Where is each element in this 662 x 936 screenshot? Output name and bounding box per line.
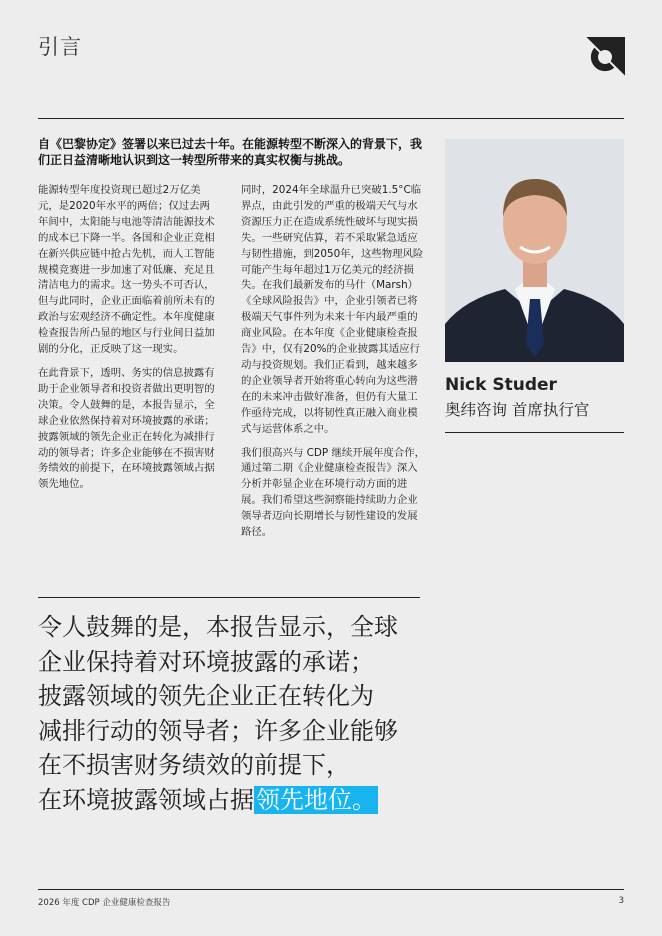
portrait-photo [445,139,624,362]
footer-divider [38,889,624,890]
page-number: 3 [618,896,624,906]
profile-divider [445,432,624,433]
body-paragraph: 我们很高兴与 CDP 继续开展年度合作，通过第二期《企业健康检查报告》深入分析并彰显企业在环境行动方面的进展。我们希望这些洞察能持续助力企业领导者迈向长期增长与韧性建设的发展路径。 [241,446,425,539]
body-paragraph: 在此背景下，透明、务实的信息披露有助于企业领导者和投资者做出更明智的决策。令人鼓舞的是，本报告显示，全球企业依然保持着对环境披露的承诺；披露领域的领先企业正在转化为减排行动的领导者；许多企业能够在不损害财务绩效的前提下，在环境披露领域占据领先地位。 [38,366,215,491]
quote-line: 在不损害财务绩效的前提下， [38,751,350,780]
body-column-1 [38,183,220,501]
profile-role: 奥纬咨询 首席执行官 [445,401,590,419]
quote-highlight: 领先地位。 [256,785,376,814]
pull-quote [38,610,438,818]
body-paragraph: 能源转型年度投资现已超过2万亿美元，是2020年水平的两倍；仅过去两年间中，太阳能与电池等清洁能源技术的成本已下降一半。各国和企业正竞相在新兴供应链中抢占先机，而人工智能规模竞赛进一步加速了对低廉、充足且清洁电力的需求。这一势头不可否认，但与此同时，企业正面临着前所未有的政治与宏观经济不确定性。本年度健康检查报告所凸显的地区与行业间日益加剧的分化，正反映了这一现实。 [38,184,215,356]
body-paragraph: 同时，2024年全球温升已突破1.5°C临界点，由此引发的严重的极端天气与水资源压力正在造成系统性破坏与现实损失。一些研究估算，若不采取紧急适应与韧性措施，到2050年，这些物理风险可能产生每年超过1万亿美元的经济损失。在我们最新发布的马什（Marsh）《全球风险报告》中，企业引领者已将极端天气事件列为未来十年内最严重的商业风险。在本年度《企业健康检查报告》中，仅有20%的企业披露其适应行动与投资规划。我们正看到，越来越多的企业领导者开始将重心转向为这些潜在的未来冲击做好准备，但仍有大量工作亟待完成，以将韧性真正融入商业模式与运营体系之中。 [241,184,424,435]
intro-lead: 自《巴黎协定》签署以来已过去十年。在能源转型不断深入的背景下，我们正日益清晰地认识到这一转型所带来的真实权衡与挑战。 [38,137,423,167]
quote-line [38,783,438,818]
profile-name: Nick Studer [445,375,557,395]
quote-line-prefix: 在环境披露领域占据 [38,785,254,814]
quote-line: 企业保持着对环境披露的承诺； [38,647,374,676]
quote-line: 令人鼓舞的是，本报告显示，全球 [38,613,398,641]
footer-report-title: 2026 年度 CDP 企业健康检查报告 [38,898,171,908]
quote-line: 减排行动的领导者；许多企业能够 [38,716,398,745]
quote-divider [38,597,420,598]
page-title: 引言 [38,35,82,59]
header-divider [38,118,624,119]
brand-logo-icon [585,37,625,77]
body-column-2 [241,183,427,549]
quote-line: 披露领域的领先企业正在转化为 [38,682,374,711]
